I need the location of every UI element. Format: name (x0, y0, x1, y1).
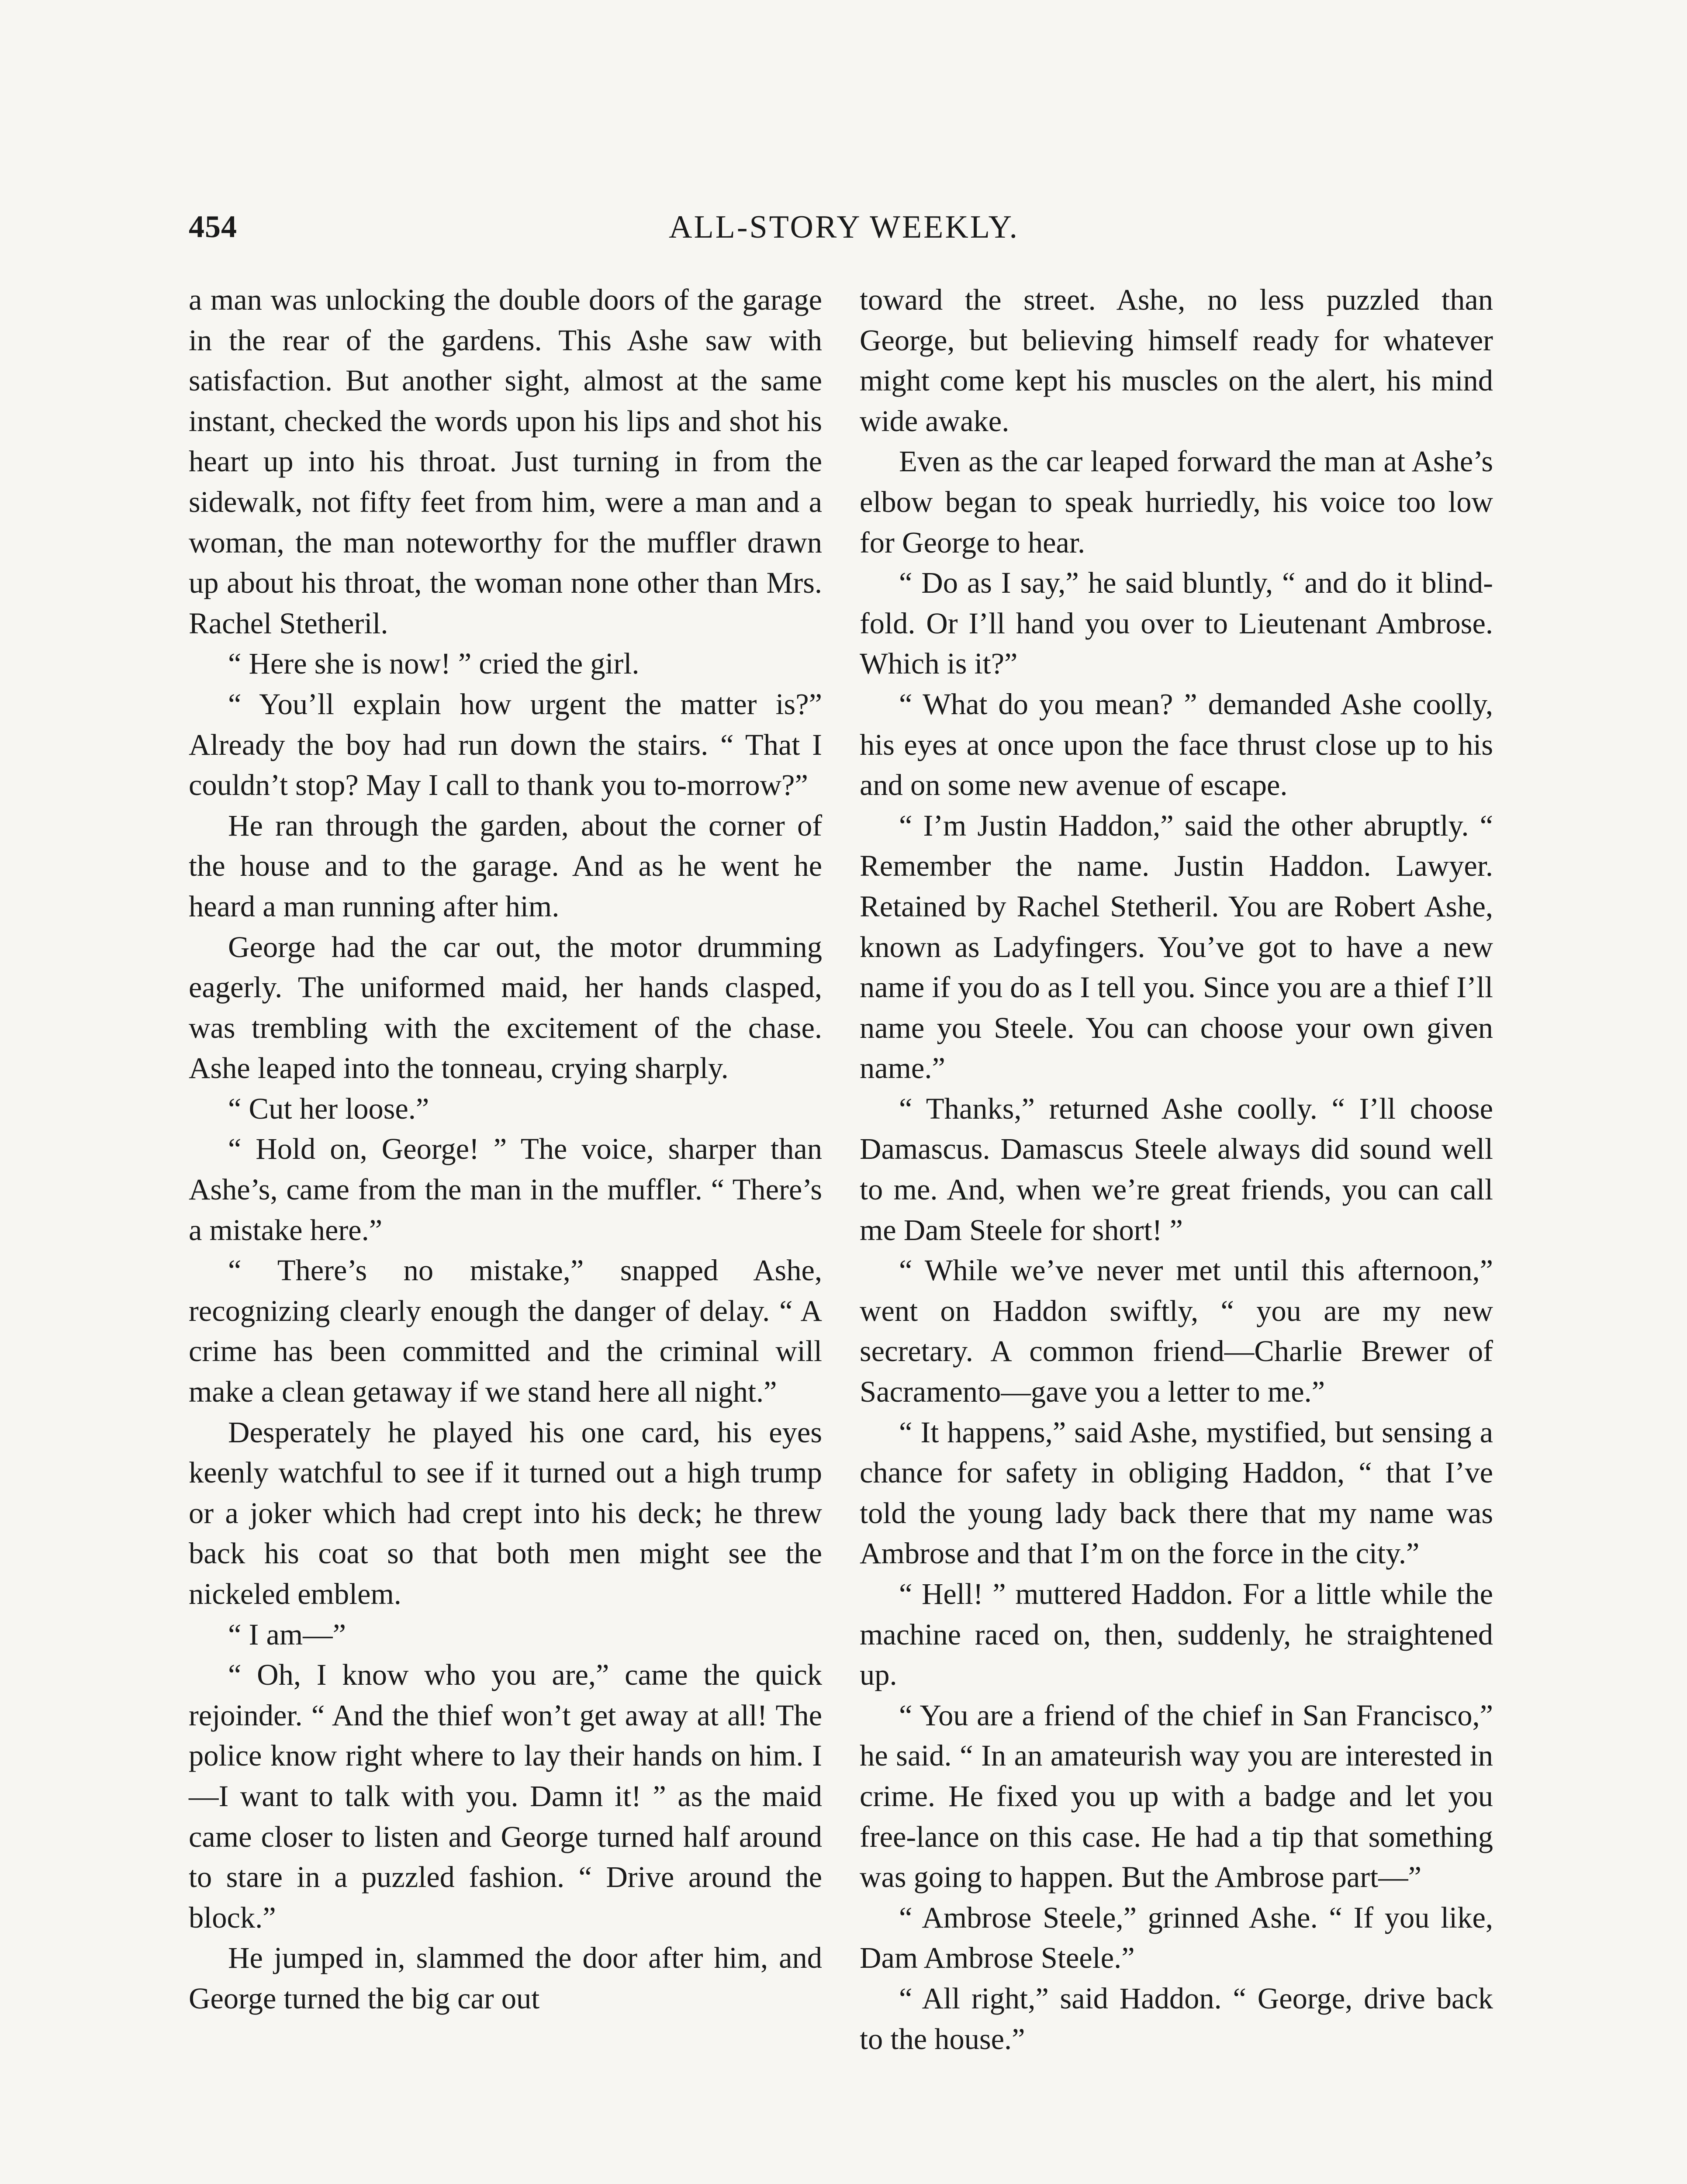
paragraph: “ Oh, I know who you are,” came the quick rejoinder. “ And the thief won’t get away at all! The police know right where to lay their hands on him. I—I want to talk with you. Damn it! ” as the maid came closer to listen and George turned half around to stare in a puzzled fashion. “ Drive around the block.” (189, 1658, 822, 1934)
paragraph: He ran through the garden, about the corner of the house and to the garage. And as he went he heard a man running after him. (189, 809, 822, 923)
paragraph: “ What do you mean? ” demanded Ashe coolly, his eyes at once upon the face thrust close up to his and on some new avenue of escape. (860, 687, 1493, 802)
paragraph: “ Thanks,” returned Ashe coolly. “ I’ll choose Damascus. Damascus Steele always did sound well to me. And, when we’re great friends, you can call me Dam Steele for short! ” (860, 1092, 1493, 1247)
paragraph: “ Hell! ” muttered Haddon. For a little while the machine raced on, then, suddenly, he straightened up. (860, 1577, 1493, 1692)
page-header (189, 209, 1499, 248)
paragraph: “ You are a friend of the chief in San Francisco,” he said. “ In an amateurish way you are interested in crime. He fixed you up with a badge and let you free-lance on this case. He had a tip that something was going to happen. But the Ambrose part—” (860, 1698, 1493, 1894)
paragraph: “ You’ll explain how urgent the matter is?” Already the boy had run down the stairs. “ That I couldn’t stop? May I call to thank you to-morrow?” (189, 687, 822, 802)
paragraph: “ Do as I say,” he said bluntly, “ and do it blind-fold. Or I’ll hand you over to Lieutenant Ambrose. Which is it?” (860, 566, 1493, 681)
text-column-left (189, 280, 822, 2019)
paragraph: a man was unlocking the double doors of the garage in the rear of the gardens. This Ashe saw with satisfaction. But another sight, almost at the same instant, checked the words upon his lips and shot his heart up into his throat. Just turning in from the sidewalk, not fifty feet from him, were a man and a woman, the man noteworthy for the muffler drawn up about his throat, the woman none other than Mrs. Rachel Stetheril. (189, 283, 822, 640)
paragraph: “ I am—” (228, 1617, 346, 1651)
page-number: 454 (189, 209, 237, 244)
paragraph: George had the car out, the motor drumming eagerly. The uniformed maid, her hands clasped, was trembling with the excitement of the chase. Ashe leaped into the tonneau, crying sharply. (189, 930, 822, 1085)
paragraph: “ Cut her loose.” (228, 1092, 429, 1125)
paragraph: “ While we’ve never met until this afternoon,” went on Haddon swiftly, “ you are my new secretary. A common friend—Charlie Brewer of Sacramento—gave you a letter to me.” (860, 1254, 1493, 1409)
paragraph: “ Here she is now! ” cried the girl. (228, 647, 640, 681)
paragraph: “ I’m Justin Haddon,” said the other abruptly. “ Remember the name. Justin Haddon. Lawyer. Retained by Rachel Stetheril. You are Robert Ashe, known as Ladyfingers. You’ve got to have a new name if you do as I tell you. Since you are a thief I’ll name you Steele. You can choose your own given name.” (860, 809, 1493, 1085)
paragraph: Desperately he played his one card, his eyes keenly watchful to see if it turned out a high trump or a joker which had crept into his deck; he threw back his coat so that both men might see the nickeled emblem. (189, 1415, 822, 1610)
paragraph: “ Hold on, George! ” The voice, sharper than Ashe’s, came from the man in the muffler. “ There’s a mistake here.” (189, 1132, 822, 1247)
paragraph: “ All right,” said Haddon. “ George, drive back to the house.” (860, 1981, 1493, 2056)
paragraph: He jumped in, slammed the door after him, and George turned the big car out (189, 1941, 822, 2015)
paragraph: Even as the car leaped forward the man at Ashe’s elbow began to speak hurriedly, his voice too low for George to hear. (860, 445, 1493, 559)
paragraph: “ Ambrose Steele,” grinned Ashe. “ If you like, Dam Ambrose Steele.” (860, 1901, 1493, 1975)
paragraph: toward the street. Ashe, no less puzzled than George, but believing himself ready for whatever might come kept his muscles on the alert, his mind wide awake. (860, 283, 1493, 438)
text-column-right (860, 280, 1493, 2059)
running-head: ALL-STORY WEEKLY. (669, 209, 1019, 245)
paragraph: “ It happens,” said Ashe, mystified, but sensing a chance for safety in obliging Haddon, “ that I’ve told the young lady back there that my name was Ambrose and that I’m on the force in the city.” (860, 1415, 1493, 1570)
paragraph: “ There’s no mistake,” snapped Ashe, recognizing clearly enough the danger of delay. “ A crime has been committed and the criminal will make a clean getaway if we stand here all night.” (189, 1254, 822, 1409)
